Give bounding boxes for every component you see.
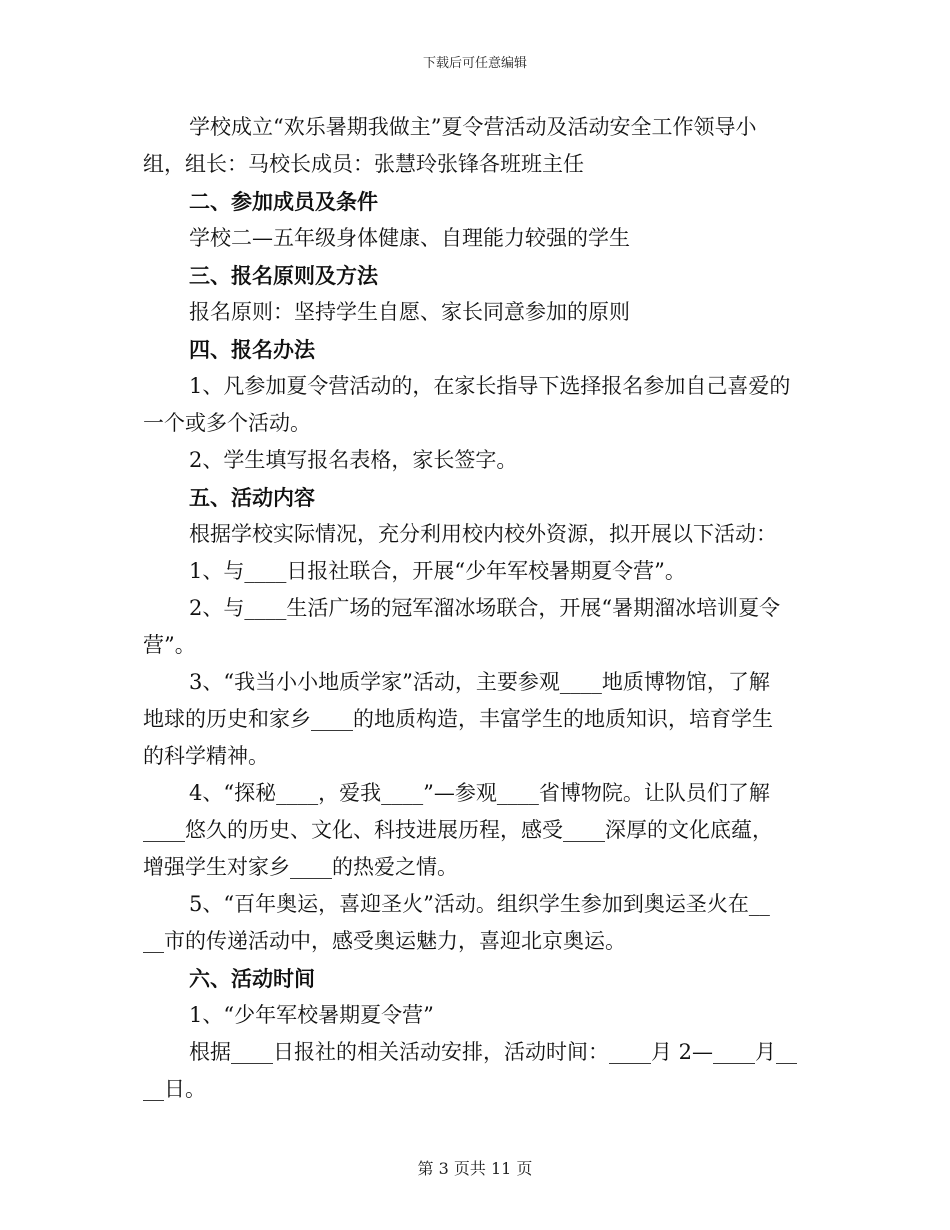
paragraph-line: 5、“百年奥运，喜迎圣火”活动。组织学生参加到奥运圣火在__ [189, 892, 770, 916]
paragraph-line: __日。 [143, 1077, 206, 1101]
paragraph-line: 2、学生填写报名表格，家长签字。 [189, 448, 518, 472]
paragraph-line: 一个或多个活动。 [143, 411, 311, 435]
document-body [143, 109, 811, 1108]
paragraph-line: 地球的历史和家乡____的地质构造，丰富学生的地质知识，培育学生 [143, 707, 773, 731]
page-footer: 第 3 页共 11 页 [417, 1159, 533, 1178]
section-heading: 二、参加成员及条件 [189, 189, 378, 214]
paragraph-line: 2、与____生活广场的冠军溜冰场联合，开展“暑期溜冰培训夏令 [189, 596, 781, 620]
paragraph-line: 报名原则：坚持学生自愿、家长同意参加的原则 [189, 300, 630, 324]
paragraph-line: 4、“探秘____，爱我____”—参观____省博物院。让队员们了解 [189, 781, 770, 805]
paragraph-line: 根据学校实际情况，充分利用校内校外资源，拟开展以下活动： [189, 522, 777, 546]
section-heading: 五、活动内容 [189, 485, 315, 510]
paragraph-line: __市的传递活动中，感受奥运魅力，喜迎北京奥运。 [143, 929, 626, 953]
paragraph-line: 组，组长：马校长成员：张慧玲张锋各班班主任 [143, 152, 584, 176]
page-header: 下载后可任意编辑 [422, 56, 527, 71]
paragraph-line: 的科学精神。 [143, 744, 269, 768]
paragraph-line: ____悠久的历史、文化、科技进展历程，感受____深厚的文化底蕴， [143, 818, 773, 842]
section-heading: 四、报名办法 [189, 337, 315, 362]
paragraph-line: 3、“我当小小地质学家”活动，主要参观____地质博物馆，了解 [189, 670, 770, 694]
paragraph-line: 根据____日报社的相关活动安排，活动时间：____月 2—____月__ [189, 1040, 798, 1064]
paragraph-line: 增强学生对家乡____的热爱之情。 [143, 855, 458, 879]
paragraph-line: 学校二—五年级身体健康、自理能力较强的学生 [189, 226, 630, 250]
paragraph-line: 营”。 [143, 633, 196, 657]
paragraph-line: 学校成立“欢乐暑期我做主”夏令营活动及活动安全工作领导小 [189, 115, 757, 139]
paragraph-line: 1、与____日报社联合，开展“少年军校暑期夏令营”。 [189, 559, 686, 583]
paragraph-line: 1、凡参加夏令营活动的，在家长指导下选择报名参加自己喜爱的 [189, 374, 791, 398]
paragraph-line: 1、“少年军校暑期夏令营” [189, 1003, 434, 1027]
section-heading: 六、活动时间 [189, 966, 315, 991]
section-heading: 三、报名原则及方法 [189, 263, 378, 288]
